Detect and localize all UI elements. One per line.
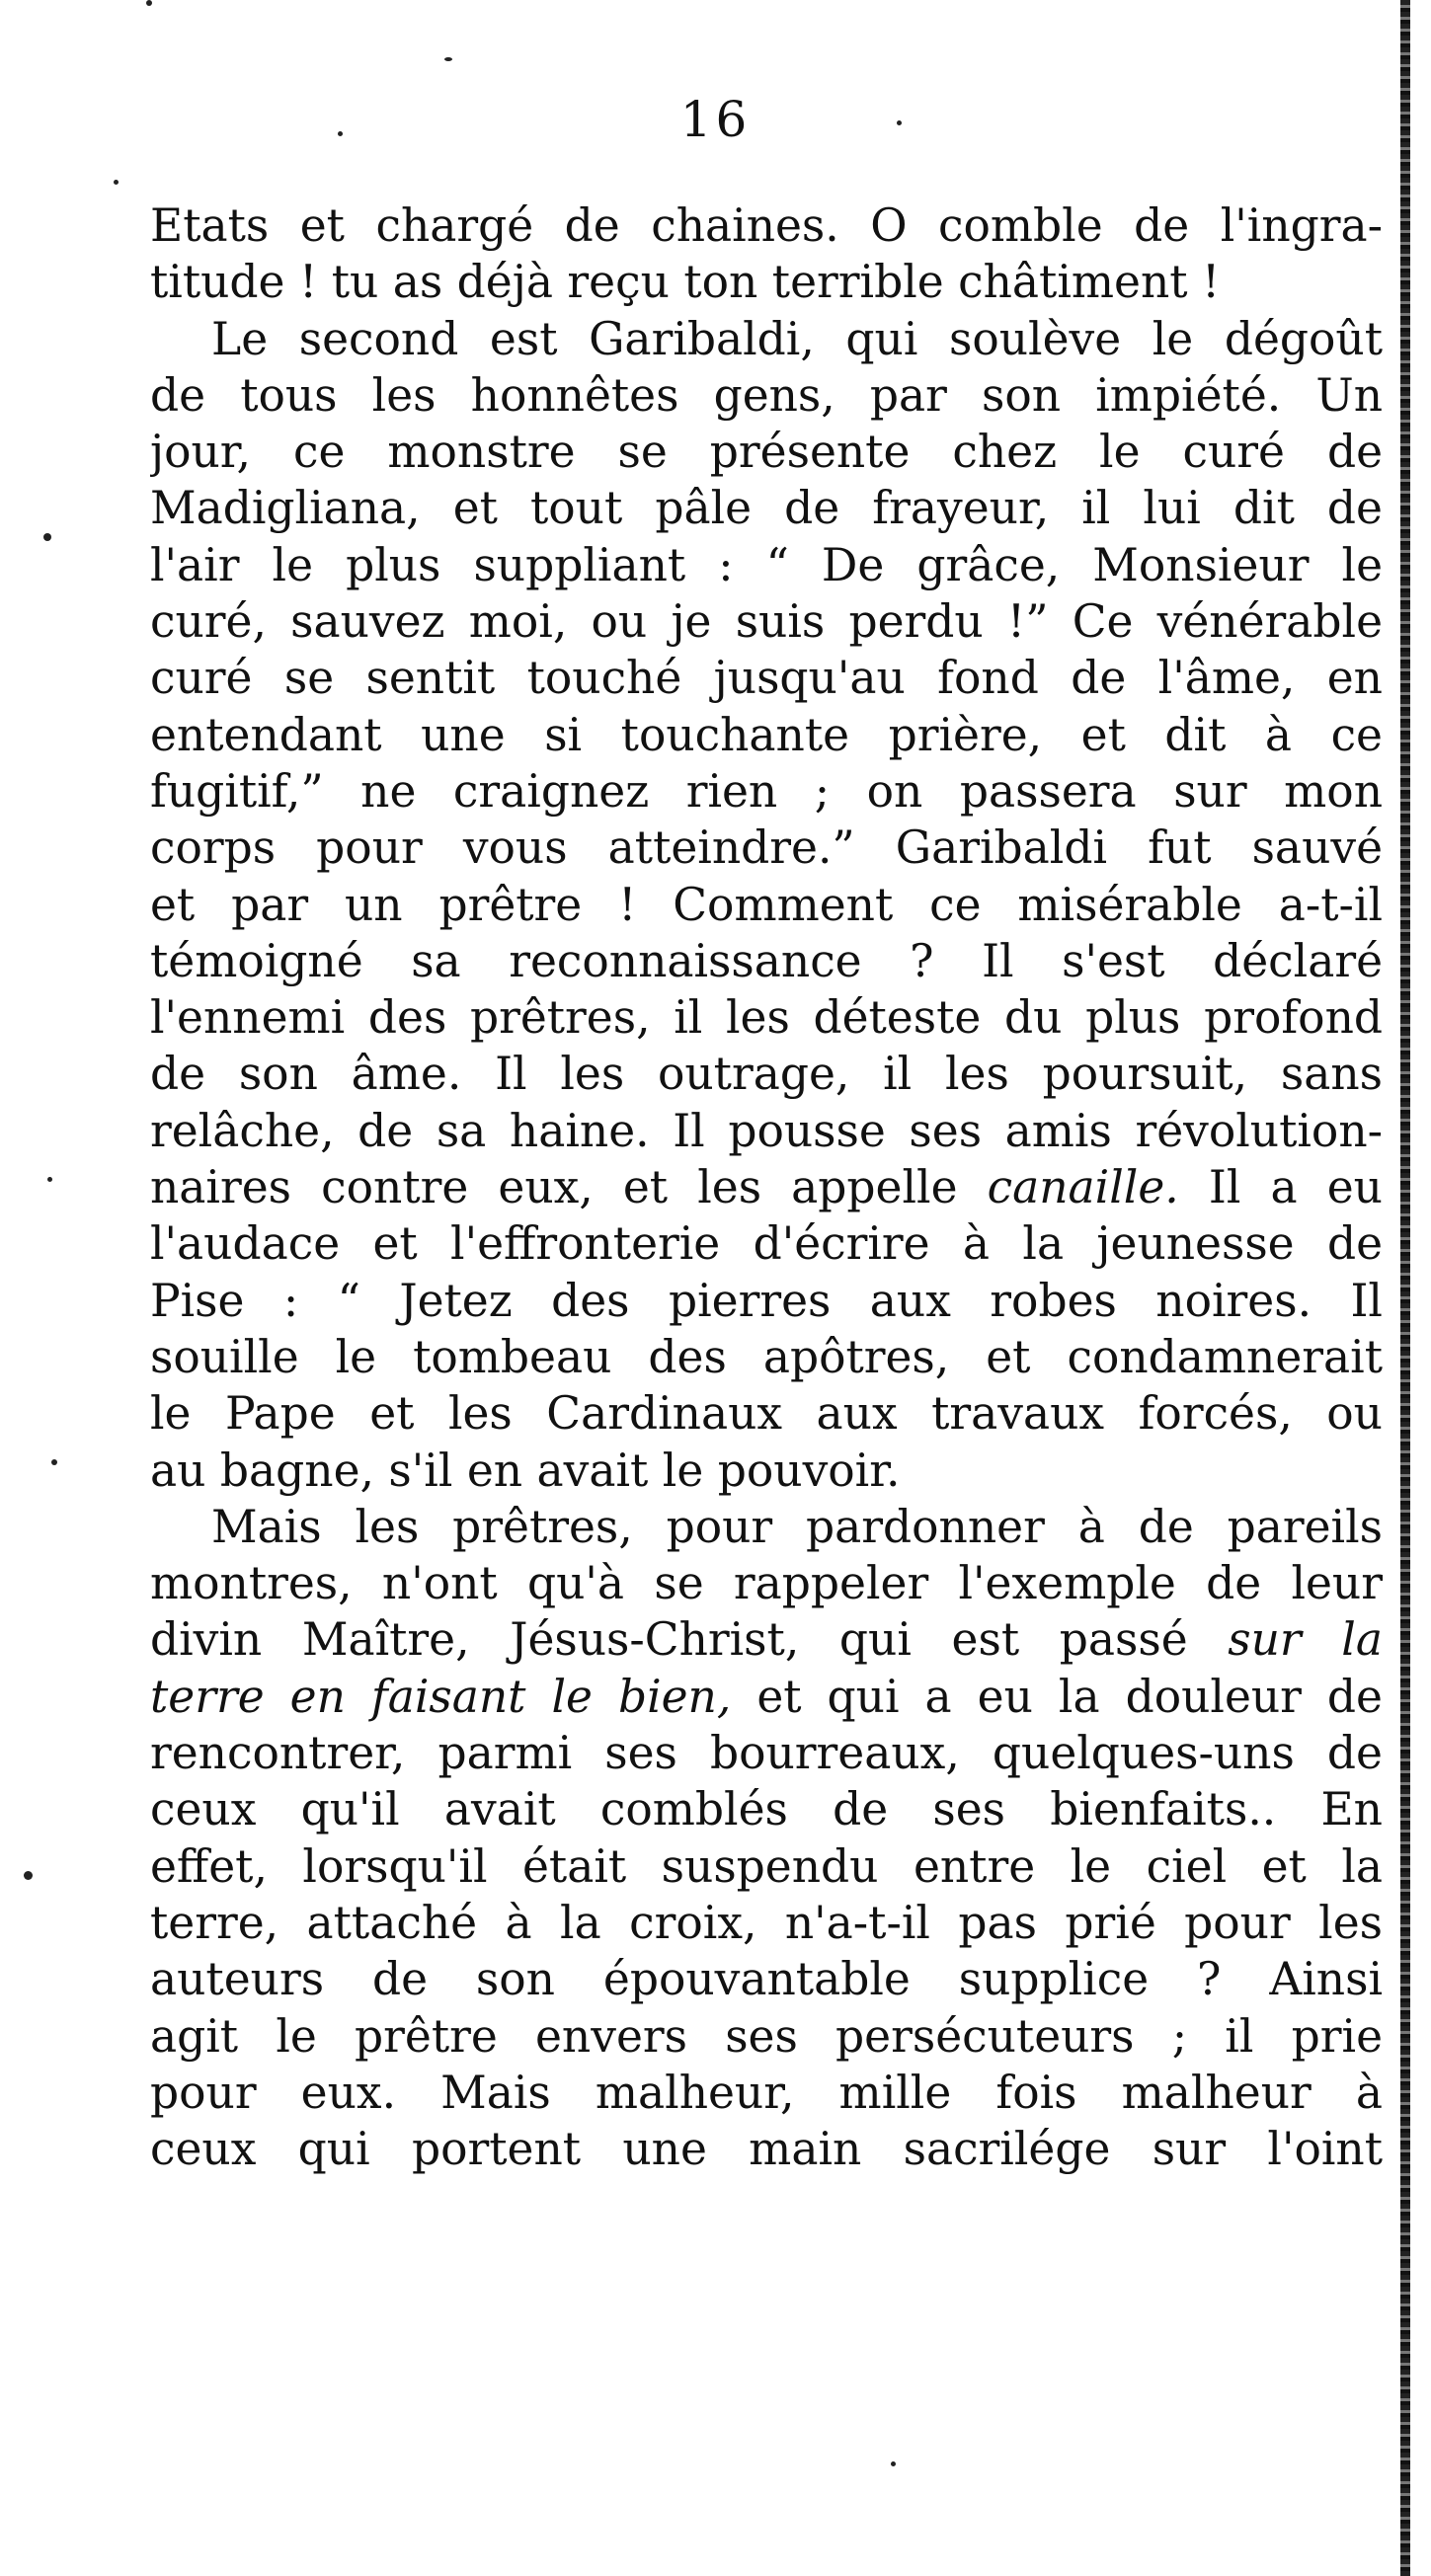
page-edge-border (1400, 0, 1410, 2576)
text-line: Mais les prêtres, pour pardonner à de pareils (211, 1500, 1383, 1553)
scan-speck (47, 1177, 52, 1182)
text-line: terre, attaché à la croix, n'a-t-il pas prié pour les (150, 1896, 1383, 1949)
text-run: et qui a eu la douleur de (731, 1670, 1383, 1723)
text-line: Etats et chargé de chaines. O comble de l'ingra- (150, 199, 1383, 252)
text-line: agit le prêtre envers ses persécuteurs ; il prie (150, 2009, 1383, 2063)
text-run: divin Maître, Jésus-Christ, qui est passé (150, 1613, 1229, 1667)
scan-speck (51, 1459, 57, 1465)
text-line: souille le tombeau des apôtres, et condamnerait (150, 1330, 1383, 1383)
text-line: auteurs de son épouvantable supplice ? Ainsi (150, 1953, 1383, 2006)
text-line: Pise : “ Jetez des pierres aux robes noires. Il (150, 1274, 1383, 1327)
text-line: relâche, de sa haine. Il pousse ses amis révolution- (150, 1104, 1383, 1157)
text-line: rencontrer, parmi ses bourreaux, quelques-uns de (150, 1727, 1383, 1780)
text-run: naires contre eux, et les appelle (150, 1161, 988, 1214)
text-line: titude ! tu as déjà reçu ton terrible châtiment ! (150, 256, 1221, 309)
italic-phrase: sur la (1228, 1613, 1383, 1667)
italic-phrase: terre en faisant le bien, (150, 1670, 732, 1723)
scan-speck (891, 2461, 896, 2466)
text-line: curé, sauvez moi, ou je suis perdu !” Ce vénérable (150, 595, 1383, 649)
text-line: de tous les honnêtes gens, par son impiété. Un (150, 368, 1383, 422)
body-text (150, 197, 1383, 2177)
text-line: l'ennemi des prêtres, il les déteste du plus profond (150, 991, 1383, 1045)
text-line: ceux qu'il avait comblés de ses bienfaits.. En (150, 1783, 1383, 1836)
text-line: entendant une si touchante prière, et dit à ce (150, 708, 1383, 761)
text-line: Le second est Garibaldi, qui soulève le dégoût (211, 312, 1383, 365)
scan-speck (146, 0, 152, 6)
text-run: Il a eu (1178, 1161, 1383, 1214)
text-line (150, 1669, 1383, 1725)
text-line: effet, lorsqu'il était suspendu entre le ciel et la (150, 1839, 1383, 1893)
text-line (150, 1611, 1383, 1668)
text-line: l'audace et l'effronterie d'écrire à la jeunesse de (150, 1217, 1383, 1271)
text-line: de son âme. Il les outrage, il les poursuit, sans (150, 1048, 1383, 1101)
italic-word: canaille. (987, 1161, 1179, 1214)
text-line: jour, ce monstre se présente chez le curé de (150, 426, 1383, 479)
text-line: témoigné sa reconnaissance ? Il s'est déclaré (150, 934, 1383, 987)
text-line: au bagne, s'il en avait le pouvoir. (150, 1444, 901, 1497)
text-line: et par un prêtre ! Comment ce misérable a-t-il (150, 878, 1383, 931)
scan-speck (114, 180, 119, 185)
scan-speck (444, 57, 452, 61)
scan-speck (897, 120, 902, 125)
text-line: le Pape et les Cardinaux aux travaux forcés, ou (150, 1387, 1383, 1441)
text-line: pour eux. Mais malheur, mille fois malheur à (150, 2066, 1383, 2119)
page-number: 16 (679, 91, 752, 148)
scan-speck (24, 1871, 33, 1880)
text-line: Madigliana, et tout pâle de frayeur, il lui dit de (150, 482, 1383, 535)
text-line: l'air le plus suppliant : “ De grâce, Monsieur le (150, 538, 1383, 591)
text-line: ceux qui portent une main sacrilége sur l'oint (150, 2123, 1383, 2176)
text-line: curé se sentit touché jusqu'au fond de l'âme, en (150, 652, 1383, 705)
scan-speck (43, 533, 51, 541)
text-line: corps pour vous atteindre.” Garibaldi fut sauvé (150, 821, 1383, 875)
text-line (150, 1159, 1383, 1215)
text-line: fugitif,” ne craignez rien ; on passera sur mon (150, 764, 1383, 818)
text-line: montres, n'ont qu'à se rappeler l'exemple de leur (150, 1557, 1383, 1610)
scan-speck (338, 131, 343, 136)
